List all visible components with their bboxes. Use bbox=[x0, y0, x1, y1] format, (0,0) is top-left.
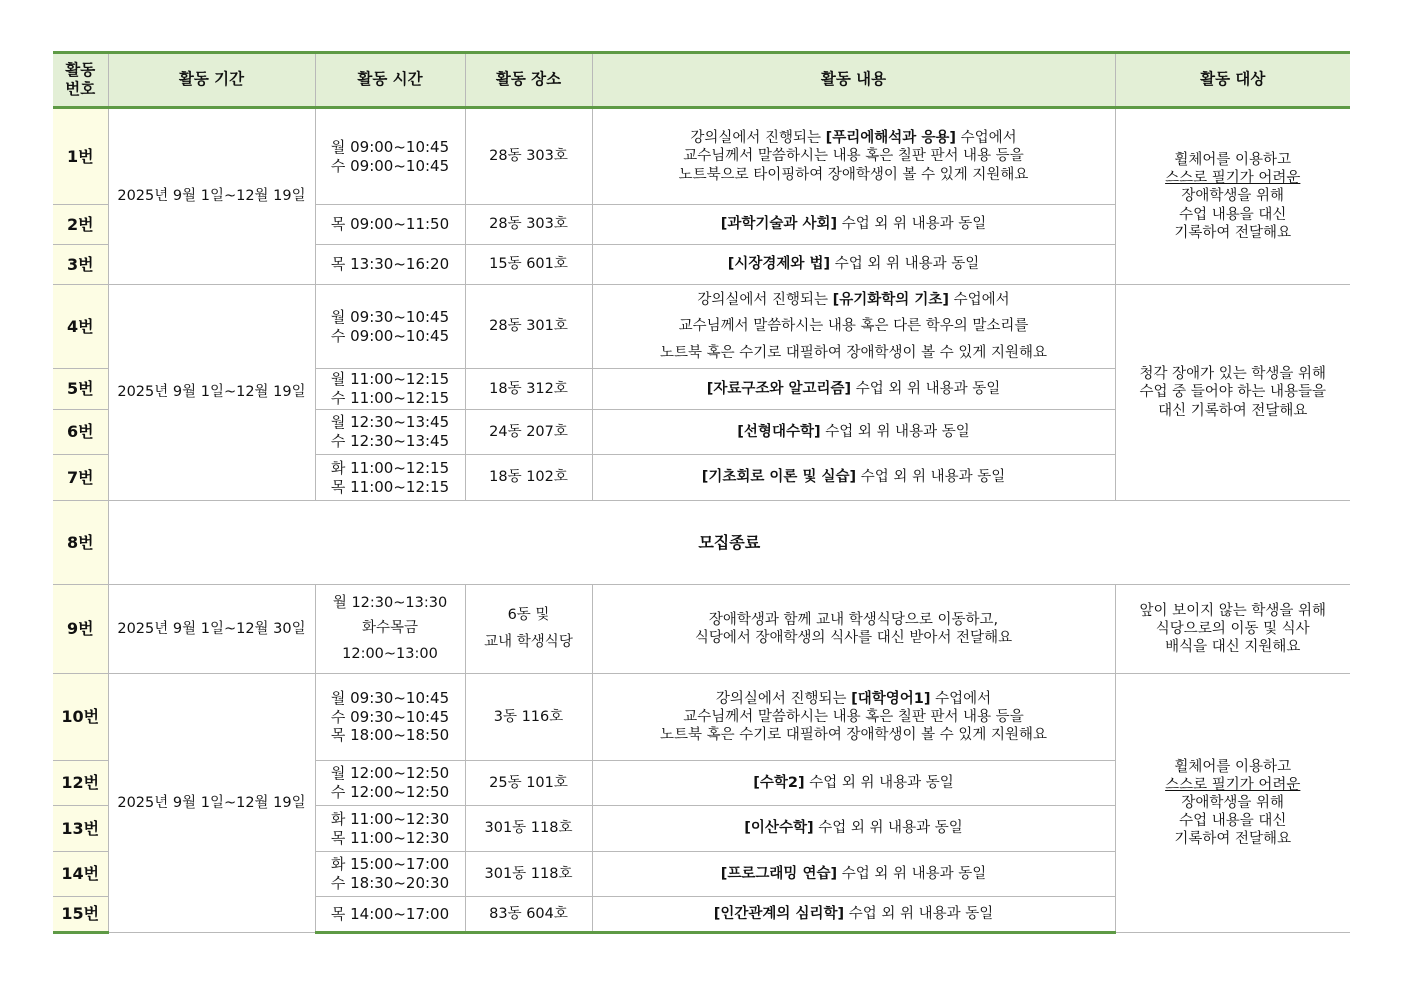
target-line: 장애학생을 위해 bbox=[1181, 794, 1285, 811]
content-line: 노트북 혹은 수기로 대필하여 장애학생이 볼 수 있게 지원해요 bbox=[659, 727, 1048, 744]
row-number: 2번 bbox=[53, 205, 108, 245]
target-line: 수업 중 들어야 하는 내용들을 bbox=[1139, 384, 1327, 401]
activity-content bbox=[592, 806, 1115, 852]
activity-content bbox=[592, 674, 1115, 761]
time-line: 목 09:00~11:50 bbox=[330, 215, 450, 234]
course-name: [수학2] bbox=[753, 774, 805, 791]
time-line: 월 09:30~10:45 bbox=[330, 307, 450, 326]
content-line: 장애학생과 함께 교내 학생식당으로 이동하고, bbox=[708, 611, 999, 628]
header-activity-period: 활동 기간 bbox=[108, 53, 315, 108]
recruitment-closed-label: 모집종료 bbox=[108, 501, 1350, 585]
time-line: 수 12:00~12:50 bbox=[330, 783, 450, 801]
target-line: 스스로 필기가 어려운 bbox=[1165, 170, 1301, 187]
content-text: 수업에서 bbox=[956, 130, 1017, 147]
header-activity-content: 활동 내용 bbox=[592, 53, 1115, 108]
row-number: 4번 bbox=[53, 285, 108, 369]
activity-time bbox=[315, 205, 465, 245]
time-line: 목 11:00~12:30 bbox=[330, 828, 450, 847]
row-number: 14번 bbox=[53, 852, 108, 897]
time-line: 수 18:30~20:30 bbox=[330, 874, 450, 892]
activity-content bbox=[592, 761, 1115, 806]
activity-place: 301동 118호 bbox=[465, 806, 592, 852]
content-line: 교수님께서 말씀하시는 내용 혹은 칠판 판서 내용 등을 bbox=[683, 148, 1024, 165]
activity-content bbox=[592, 108, 1115, 205]
course-name: [프로그래밍 연습] bbox=[720, 865, 838, 882]
activity-place: 18동 312호 bbox=[465, 369, 592, 410]
time-line: 수 09:00~10:45 bbox=[330, 326, 450, 345]
target-line: 휠체어를 이용하고 bbox=[1174, 152, 1292, 169]
header-activity-time: 활동 시간 bbox=[315, 53, 465, 108]
activity-place: 28동 303호 bbox=[465, 108, 592, 205]
activity-content bbox=[592, 410, 1115, 455]
header-row bbox=[53, 53, 1350, 108]
time-line: 수 11:00~12:15 bbox=[330, 389, 450, 407]
course-name: [시장경제와 법] bbox=[727, 256, 831, 273]
activity-content bbox=[592, 205, 1115, 245]
time-line: 화 11:00~12:30 bbox=[330, 809, 450, 828]
content-text: 수업에서 bbox=[930, 690, 992, 707]
place-line: 교내 학생식당 bbox=[484, 634, 573, 650]
activity-time bbox=[315, 245, 465, 285]
activity-place: 3동 116호 bbox=[465, 674, 592, 761]
course-name: [기초회로 이론 및 실습] bbox=[701, 469, 857, 486]
row-number: 13번 bbox=[53, 806, 108, 852]
content-text: 수업 외 위 내용과 동일 bbox=[856, 469, 1006, 486]
content-text: 강의실에서 진행되는 bbox=[690, 130, 826, 147]
course-name: [푸리에해석과 응용] bbox=[825, 130, 956, 147]
content-line: 교수님께서 말씀하시는 내용 혹은 다른 학우의 말소리를 bbox=[678, 318, 1029, 335]
activity-time bbox=[315, 806, 465, 852]
activity-period: 2025년 9월 1일~12월 19일 bbox=[108, 674, 315, 933]
time-line: 목 18:00~18:50 bbox=[330, 726, 450, 745]
course-name: [이산수학] bbox=[744, 820, 814, 837]
activity-place: 301동 118호 bbox=[465, 852, 592, 897]
header-num-line: 활동 bbox=[65, 60, 96, 79]
course-name: [인간관계의 심리학] bbox=[713, 905, 845, 922]
activity-place: 28동 303호 bbox=[465, 205, 592, 245]
target-line: 수업 내용을 대신 bbox=[1179, 206, 1287, 223]
header-activity-number bbox=[53, 53, 108, 108]
target-line: 장애학생을 위해 bbox=[1181, 188, 1285, 205]
activity-target bbox=[1115, 108, 1350, 285]
target-line: 기록하여 전달해요 bbox=[1174, 831, 1292, 848]
target-line: 배식을 대신 지원해요 bbox=[1165, 639, 1301, 656]
row-number: 1번 bbox=[53, 108, 108, 205]
target-line: 스스로 필기가 어려운 bbox=[1165, 776, 1301, 793]
content-line bbox=[597, 690, 1111, 708]
row-number: 6번 bbox=[53, 410, 108, 455]
content-text: 수업 외 위 내용과 동일 bbox=[837, 216, 987, 233]
course-name: [대학영어1] bbox=[851, 690, 931, 707]
time-line: 화 15:00~17:00 bbox=[330, 855, 450, 874]
activity-schedule-table bbox=[53, 51, 1350, 934]
content-line: 식당에서 장애학생의 식사를 대신 받아서 전달해요 bbox=[694, 630, 1013, 646]
course-name: [자료구조와 알고리즘] bbox=[706, 380, 852, 397]
activity-time bbox=[315, 897, 465, 933]
row-number: 10번 bbox=[53, 674, 108, 761]
content-text: 수업에서 bbox=[949, 292, 1010, 309]
activity-content bbox=[592, 455, 1115, 501]
activity-content bbox=[592, 585, 1115, 674]
row-number: 3번 bbox=[53, 245, 108, 285]
activity-place bbox=[465, 585, 592, 674]
content-text: 수업 외 위 내용과 동일 bbox=[830, 256, 980, 273]
activity-time bbox=[315, 674, 465, 761]
header-activity-place: 활동 장소 bbox=[465, 53, 592, 108]
activity-time bbox=[315, 585, 465, 674]
time-line: 월 12:30~13:30 bbox=[332, 594, 448, 611]
activity-place: 28동 301호 bbox=[465, 285, 592, 369]
table-row bbox=[53, 108, 1350, 205]
row-number: 8번 bbox=[53, 501, 108, 585]
activity-time bbox=[315, 108, 465, 205]
time-line: 월 11:00~12:15 bbox=[330, 370, 450, 389]
table-row-closed bbox=[53, 501, 1350, 585]
time-line: 수 09:30~10:45 bbox=[330, 707, 450, 726]
content-line bbox=[597, 129, 1111, 147]
activity-time bbox=[315, 285, 465, 369]
activity-time bbox=[315, 852, 465, 897]
row-number: 15번 bbox=[53, 897, 108, 933]
content-text: 강의실에서 진행되는 bbox=[715, 690, 852, 707]
time-line: 목 13:30~16:20 bbox=[330, 255, 450, 274]
activity-period: 2025년 9월 1일~12월 19일 bbox=[108, 285, 315, 501]
row-number: 7번 bbox=[53, 455, 108, 501]
activity-place: 83동 604호 bbox=[465, 897, 592, 933]
target-line: 식당으로의 이동 및 식사 bbox=[1155, 620, 1310, 637]
content-line: 노트북으로 타이핑하여 장애학생이 볼 수 있게 지원해요 bbox=[678, 166, 1029, 183]
activity-target bbox=[1115, 674, 1350, 933]
time-line: 수 09:00~10:45 bbox=[330, 156, 450, 175]
activity-period: 2025년 9월 1일~12월 30일 bbox=[108, 585, 315, 674]
activity-place: 24동 207호 bbox=[465, 410, 592, 455]
target-line: 휠체어를 이용하고 bbox=[1174, 758, 1292, 775]
time-line: 화수목금 bbox=[361, 620, 419, 637]
activity-place: 15동 601호 bbox=[465, 245, 592, 285]
activity-content bbox=[592, 897, 1115, 933]
time-line: 목 11:00~12:15 bbox=[330, 477, 450, 496]
activity-target bbox=[1115, 585, 1350, 674]
place-line: 6동 및 bbox=[507, 607, 550, 624]
target-line: 수업 내용을 대신 bbox=[1179, 813, 1287, 830]
time-line: 12:00~13:00 bbox=[342, 645, 438, 662]
course-name: [과학기술과 사회] bbox=[720, 216, 838, 233]
activity-target bbox=[1115, 285, 1350, 501]
target-line: 앞이 보이지 않는 학생을 위해 bbox=[1139, 602, 1327, 619]
activity-content bbox=[592, 245, 1115, 285]
content-line: 교수님께서 말씀하시는 내용 혹은 칠판 판서 내용 등을 bbox=[683, 708, 1024, 725]
row-number: 5번 bbox=[53, 369, 108, 410]
header-num-line: 번호 bbox=[65, 80, 96, 98]
time-line: 월 09:30~10:45 bbox=[330, 688, 450, 707]
content-text: 수업 외 위 내용과 동일 bbox=[820, 423, 970, 440]
table-row bbox=[53, 285, 1350, 369]
row-number: 12번 bbox=[53, 761, 108, 806]
content-text: 수업 외 위 내용과 동일 bbox=[851, 380, 1001, 397]
table-row bbox=[53, 585, 1350, 674]
target-line: 청각 장애가 있는 학생을 위해 bbox=[1139, 366, 1327, 383]
target-line: 기록하여 전달해요 bbox=[1174, 224, 1292, 241]
activity-time bbox=[315, 455, 465, 501]
activity-place: 18동 102호 bbox=[465, 455, 592, 501]
target-line: 대신 기록하여 전달해요 bbox=[1158, 402, 1308, 419]
activity-content bbox=[592, 285, 1115, 369]
course-name: [선형대수학] bbox=[737, 423, 821, 440]
content-text: 수업 외 위 내용과 동일 bbox=[844, 905, 994, 922]
header-activity-target: 활동 대상 bbox=[1115, 53, 1350, 108]
activity-content bbox=[592, 852, 1115, 897]
time-line: 월 09:00~10:45 bbox=[330, 137, 450, 156]
time-line: 목 14:00~17:00 bbox=[330, 904, 450, 923]
content-line bbox=[597, 287, 1111, 313]
time-line: 월 12:00~12:50 bbox=[330, 764, 450, 783]
content-text: 강의실에서 진행되는 bbox=[697, 292, 833, 309]
time-line: 월 12:30~13:45 bbox=[330, 413, 450, 432]
course-name: [유기화학의 기초] bbox=[832, 292, 949, 309]
activity-place: 25동 101호 bbox=[465, 761, 592, 806]
activity-time bbox=[315, 369, 465, 410]
time-line: 수 12:30~13:45 bbox=[330, 432, 450, 450]
activity-content bbox=[592, 369, 1115, 410]
activity-time bbox=[315, 761, 465, 806]
content-line: 노트북 혹은 수기로 대필하여 장애학생이 볼 수 있게 지원해요 bbox=[659, 344, 1048, 361]
content-text: 수업 외 위 내용과 동일 bbox=[837, 865, 987, 882]
activity-time bbox=[315, 410, 465, 455]
activity-period: 2025년 9월 1일~12월 19일 bbox=[108, 108, 315, 285]
content-text: 수업 외 위 내용과 동일 bbox=[813, 820, 963, 837]
row-number: 9번 bbox=[53, 585, 108, 674]
table-row bbox=[53, 674, 1350, 761]
time-line: 화 11:00~12:15 bbox=[330, 458, 450, 477]
content-text: 수업 외 위 내용과 동일 bbox=[804, 774, 954, 791]
